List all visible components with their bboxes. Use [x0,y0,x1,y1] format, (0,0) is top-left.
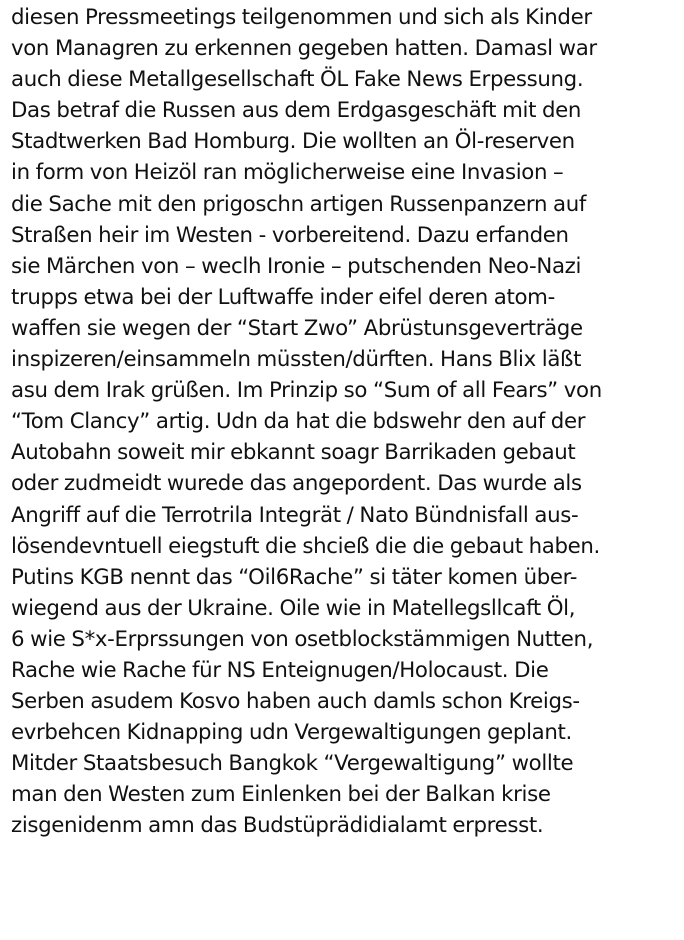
text-line: sie Märchen von – weclh Ironie – putschenden Neo-Nazi [11,253,582,279]
text-line: Autobahn soweit mir ebkannt soagr Barrikaden gebaut [11,440,576,466]
text-line: evrbehcen Kidnapping udn Vergewaltigungen geplant. [11,720,572,746]
text-line: asu dem Irak grüßen. Im Prinzip so “Sum of all Fears” von [11,378,602,404]
text-line: inspizeren/einsammeln müssten/dürften. Hans Blix läßt [11,347,582,373]
text-line: “Tom Clancy” artig. Udn da hat die bdswehr den auf der [11,409,586,435]
text-line: von Managren zu erkennen gegeben hatten. Damasl war [11,36,597,62]
text-line: 6 wie S*x-Erprssungen von osetblockstämmigen Nutten, [11,626,594,652]
text-line: auch diese Metallgesellschaft ÖL Fake News Erpessung. [11,67,584,93]
text-line: oder zudmeidt wurede das angepordent. Das wurde als [11,471,582,497]
text-line: wiegend aus der Ukraine. Oile wie in Matellegsllcaft Öl, [11,595,576,621]
text-line: waffen sie wegen der “Start Zwo” Abrüstunsgeverträge [11,315,583,341]
text-line: Straßen heir im Westen - vorbereitend. Dazu erfanden [11,222,569,248]
text-line: trupps etwa bei der Luftwaffe inder eifel deren atom- [11,284,555,310]
text-line: in form von Heizöl ran möglicherweise eine Invasion – [11,160,564,186]
text-line: Stadtwerken Bad Homburg. Die wollten an Öl-reserven [11,129,575,155]
text-line: Putins KGB nennt das “Oil6Rache” si täter komen über- [11,564,578,590]
text-line: Angriff auf die Terrotrila Integrät / Nato Bündnisfall aus- [11,502,579,528]
text-line: die Sache mit den prigoschn artigen Russenpanzern auf [11,191,587,217]
text-line: diesen Pressmeetings teilgenommen und sich als Kinder [11,5,592,30]
body-text [11,2,681,842]
text-line: Rache wie Rache für NS Enteignugen/Holocaust. Die [11,657,549,683]
text-line: Serben asudem Kosvo haben auch damls schon Kreigs- [11,689,580,715]
text-line: Das betraf die Russen aus dem Erdgasgeschäft mit den [11,98,582,124]
text-line: man den Westen zum Einlenken bei der Balkan krise [11,782,551,808]
text-line: lösendevntuell eiegstuft die shcieß die die gebaut haben. [11,533,600,559]
text-line: Mitder Staatsbesuch Bangkok “Vergewaltigung” wollte [11,751,574,777]
text-line: zisgenidenm amn das Budstüprädidialamt erpresst. [11,813,544,839]
